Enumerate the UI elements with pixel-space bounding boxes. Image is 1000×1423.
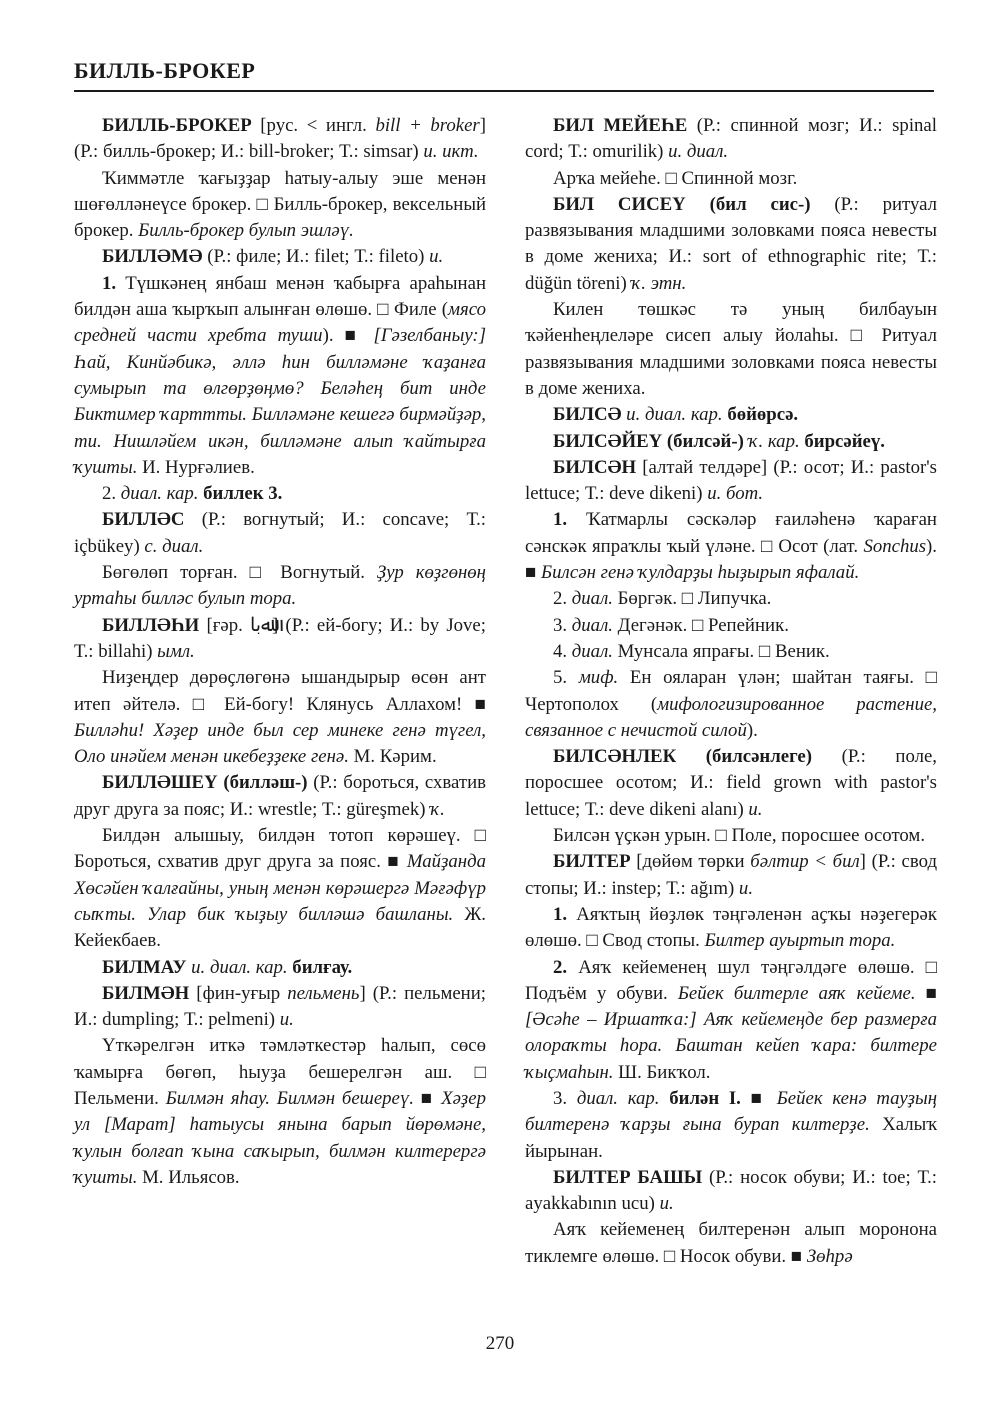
italic-text: [Гәзелбаныу:] Һай, Кинйәбикә, әллә һин билләмәне ҡаҙанға сумырып та өлгөрҙөңмө? Беләһең бит инде Биктимер ҡарттты. Билләмәне кешегә бирмәйҙәр, ти. Нишләйем икән, билләмәне алып ҡайтырға ҡушты. [74,325,486,478]
headword: БИЛЛӘМӘ [102,246,203,268]
header-rule [74,90,934,92]
dictionary-paragraph [525,1165,937,1218]
text-run: Үткәрелгән иткә тәмләткестәр һалып, сөсө ҡамырға бөгөп, һыуҙа бешерелгән аш. □ Пельмени. [74,1035,486,1109]
italic-text: и. икт. [423,141,479,163]
headword: БИЛЛӘҺИ [102,614,200,636]
headword: 1. [553,509,568,531]
headword: БИЛЛӘС [102,509,185,531]
headword: БИЛТЕР БАШЫ [553,1166,703,1188]
text-run: Килен төшкәс тә уның билбауын ҡәйенһеңлеләре сисеп алыу йолаһы. □ Ритуал развязывания младшими золовками пояса невесты в доме жениха. [525,299,937,399]
running-head: БИЛЛЬ-БРОКЕР [74,58,256,83]
italic-text: [Әсәһе – Иршатҡа:] Аяҡ кейемеңде бер размерға олораҡты һора. Баштан кейеп ҡара: билтере ҡыҫмаһын. [525,1009,937,1083]
italic-text: и. [738,877,754,899]
page-number: 270 [485,1333,515,1354]
text-run: ] (Р.: свод стопы; И.: instep; Т.: ağım) [525,851,938,899]
dictionary-paragraph [525,297,937,402]
text-run: Мунсала япрағы. □ Веник. [612,640,830,662]
headword: биллек 3. [203,483,283,505]
headword: билән I. [669,1087,741,1109]
text-run: ■ [915,982,937,1004]
dictionary-paragraph [525,1217,937,1270]
italic-text: bill + broker [375,115,480,136]
italic-text: Билмән яһау. Билмән бешереү. [165,1087,414,1109]
italic-text: и. бот. [707,483,764,505]
text-run: [фин-уғыр [189,982,288,1004]
text-run: (Р.: поле, поросшее осотом; И.: field grown with pastor's lettuce; Т.: deve dikeni alanı) [525,746,937,820]
headword: БИЛЛЬ-БРОКЕР [102,115,252,136]
italic-text: диал. [571,588,613,610]
dictionary-paragraph [525,1086,937,1165]
headword: билғау. [292,956,353,978]
headword: БИЛ СИСЕҮ (бил сис-) [553,193,811,215]
italic-text: мифологизированное растение, связанное с нечистой силой [525,693,937,741]
italic-text: Ҙур көҙгөнөң уртаһы билләс булып тора. [74,562,486,610]
dictionary-paragraph [525,955,937,1086]
text-run: 2. [553,588,572,610]
headword: 2. [553,956,568,978]
text-run: Арҡа мейеһе. □ Спинной мозг. [553,167,798,189]
text-run: (Р.: бороться, схватив друг друга за пояс; И.: wrestle; Т.: güreşmek) [74,772,486,820]
text-run: Ж. Кейекбаев. [74,903,486,952]
italic-text: ҡ. кар. [748,430,800,452]
dictionary-paragraph [525,402,937,428]
italic-text: и. [659,1193,674,1215]
text-run: [рус. < ингл. [251,115,376,136]
text-run: Ниҙеңдер дөрөҫлөгөнә ышандырыр өсөн ант итеп әйтелә. □ Ей-богу! Клянусь Аллахом! ■ [74,667,486,715]
italic-text: диал. кар. [120,483,199,505]
dictionary-paragraph [74,613,486,666]
italic-text: Sonchus [863,535,927,557]
text-run: Дегәнәк. □ Репейник. [612,614,789,636]
text-run: Билсән үҫкән урын. □ Поле, поросшее осотом. [553,825,926,847]
dictionary-paragraph [525,429,937,455]
headword: бирсәйеү. [804,430,885,452]
headword: БИЛМӘН [102,982,190,1004]
headword: 1. [102,272,117,294]
italic-text: мясо средней части хребта туши [74,299,486,347]
headword: БИЛМАУ [102,956,187,978]
dictionary-paragraph [74,770,486,823]
italic-text: диал. [571,640,613,662]
dictionary-paragraph [525,113,937,166]
text-run [660,1088,670,1109]
dictionary-paragraph [74,981,486,1034]
italic-text: Билль-брокер булып эшләү. [138,220,354,242]
italic-text: и. [429,246,444,268]
italic-text: и. диал. кар. [626,404,723,426]
dictionary-paragraph [525,507,937,586]
dictionary-paragraph [525,166,937,192]
text-run: ). ■ [525,535,937,584]
italic-text: пельмень [287,982,360,1004]
dictionary-paragraph [525,455,937,508]
dictionary-paragraph [74,955,486,981]
text-run: М. Кәрим. [348,746,437,768]
text-run: 2. [102,483,121,505]
dictionary-paragraph [74,665,486,770]
headword: БИЛСӘНЛЕК (билсәнлеге) [553,746,813,768]
headword: БИЛСӘЙЕҮ (билсәй-) [553,430,744,452]
italic-text: Хәҙер ул [Марат] һатыусы янына барып йөрөмәне, ҡулын болғап ҡына саҡырып, билмән килтерергә ҡушты. [74,1087,486,1188]
headword: БИЛ МЕЙЕҺЕ [553,115,688,136]
dictionary-paragraph [525,823,937,849]
headword: БИЛСӘ [553,404,622,426]
italic-text: ҡ. [430,798,445,820]
text-run: 5. [553,667,579,689]
text-run: ). [746,719,758,741]
text-run: ] (Р.: пельмени; И.: dumpling; Т.: pelmeni) [74,982,487,1031]
italic-text: ымл. [157,640,195,662]
dictionary-paragraph [74,823,486,954]
text-run: Аяҡ кейеменең шул тәңгәлдәге өлөшө. □ Подъём у обуви. [525,956,937,1004]
italic-text: миф. [578,667,619,689]
italic-text: и. [748,798,763,820]
italic-text: Билсән генә ҡулдарҙы һыҙырып яфалай. [541,562,860,584]
dictionary-paragraph [74,507,486,560]
text-run: Ен ояларан үлән; шайтан таяғы. □ Чертополох ( [525,667,938,715]
right-column [525,113,937,1270]
text-run: Билдән алышыу, билдән тотоп көрәшеү. □ Бороться, схватив друг друга за пояс. ■ [74,825,486,873]
dictionary-paragraph [525,849,937,902]
text-run: Бөгөлөп торған. □ Вогнутый. [102,562,377,584]
italic-text: Билләһи! Хәҙер инде был сер минеке генә түгел, Оло инәйем менән икебеҙҙеке генә. [74,719,486,768]
text-run: Аяҡтың йөҙлөк тәңгәленән аҫҡы нәҙегерәк өлөшө. □ Свод стопы. [525,903,937,952]
italic-text: бәлтир < бил [750,851,860,873]
italic-text: диал. [571,614,613,636]
text-run: [дөйөм төрки [630,851,751,873]
text-run: ] (Р.: билль-брокер; И.: bill-broker; Т.: simsar) [74,115,486,163]
text-run: (Р.: филе; И.: filet; Т.: fileto) [202,246,430,268]
text-run: [ғәр. ﷲﺑﺎ] (Р.: ей-богу; И.: by Jove; Т.: billahi) [74,614,486,662]
text-run: ■ [413,1087,442,1109]
left-column [74,113,486,1191]
text-run: М. Ильясов. [137,1166,240,1188]
text-run: (Р.: носок обуви; И.: toe; Т.: ayakkabının ucu) [525,1166,937,1215]
dictionary-paragraph [74,481,486,507]
italic-text: и. [279,1009,294,1031]
text-run: [алтай телдәре] (Р.: осот; И.: pastor's lettuce; Т.: deve dikeni) [525,456,937,505]
dictionary-paragraph [525,586,937,612]
text-run: 3. [553,1087,577,1109]
dictionary-paragraph [525,613,937,639]
italic-text: и. диал. [668,141,729,163]
text-run: (Р.: вогнутый; И.: concave; Т.: içbükey) [74,509,486,557]
italic-text: Зөһрә [806,1245,853,1267]
text-run: Ҡиммәтле ҡағыҙҙар һатыу-алыу эше менән шөғөлләнеүсе брокер. □ Билль-брокер, вексельный брокер. [74,167,486,242]
headword: 1. [553,903,568,925]
headword: БИЛСӘН [553,456,637,478]
dictionary-paragraph [74,166,486,245]
italic-text: ҡ. этн. [631,272,687,294]
dictionary-paragraph [74,113,486,166]
headword: бөйөрсә. [727,404,799,426]
text-run: (Р.: спинной мозг; И.: spinal cord; Т.: omurilik) [525,115,937,163]
text-run: 4. [553,640,572,662]
dictionary-paragraph [74,244,486,270]
dictionary-paragraph [525,639,937,665]
dictionary-paragraph [74,271,486,481]
dictionary-paragraph [525,744,937,823]
text-run: Ш. Бикҡол. [613,1061,711,1083]
text-run: Түшкәнең янбаш менән ҡабырға араһынан билдән аша ҡырҡып алынған өлөшө. □ Филе ( [74,272,486,321]
italic-text: и. диал. кар. [191,956,288,978]
italic-text: с. диал. [144,535,204,557]
dictionary-paragraph [74,1033,486,1191]
text-run: Ҡатмарлы сәскәләр ғаиләһенә ҡараған сәнскәк япраҡлы ҡый үләне. □ Осот (лат. [525,509,937,557]
text-run: 3. [553,614,572,636]
text-run: (Р.: ритуал развязывания младшими золовками пояса невесты в доме жениха; И.: sort of ethnographic rite; Т.: düğün töreni) [525,193,937,294]
dictionary-paragraph [74,560,486,613]
italic-text: Майҙанда Хөсәйен ҡалғайны, уның менән көрәшергә Мәғәфүр сыҡты. Улар бик ҡыҙыу билләшә башланы. [74,851,486,925]
text-run: И. Нурғәлиев. [137,456,255,478]
text-run: Бөргәк. □ Липучка. [612,588,772,610]
headword: БИЛТЕР [553,851,631,873]
text-run: Аяҡ кейеменең билтеренән алып моронона тиклемге өлөшө. □ Носок обуви. ■ [525,1219,937,1267]
text-run: ). ■ [322,325,374,347]
italic-text: Билтер ауыртып тора. [704,930,896,952]
headword: БИЛЛӘШЕҮ (билләш-) [102,772,308,794]
text-run: ■ [740,1087,777,1109]
italic-text: Бейек билтерле аяҡ кейеме. [677,982,916,1004]
text-run: Халыҡ йырынан. [525,1114,937,1162]
dictionary-paragraph [525,665,937,744]
dictionary-paragraph [525,192,937,297]
dictionary-paragraph [525,902,937,955]
italic-text: Бейек кенә тауҙың билтеренә ҡарҙы ғына бурап килтерҙе. [525,1087,938,1136]
italic-text: диал. кар. [576,1087,660,1109]
